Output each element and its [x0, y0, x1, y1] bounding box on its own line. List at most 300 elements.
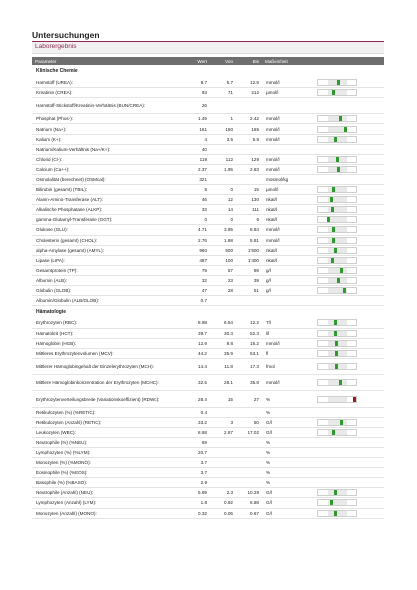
parameter-name: Mittleres Erythrozytenvolumen (MCV): — [32, 348, 170, 358]
value-marker — [332, 430, 335, 435]
value-marker — [337, 278, 340, 283]
parameter-name: Hämoglobin (HGB): — [32, 338, 170, 348]
result-value: 487 — [170, 255, 210, 265]
table-row — [32, 478, 384, 488]
range-from: 11.8 — [210, 359, 236, 375]
result-value: 39.7 — [170, 328, 210, 338]
reference-band — [328, 248, 347, 253]
range-to: 35.8 — [236, 375, 262, 391]
table-row — [32, 318, 384, 328]
range-gauge — [317, 136, 357, 143]
range-from — [210, 478, 236, 488]
gauge-cell — [312, 375, 384, 391]
table-header — [32, 57, 384, 65]
value-marker — [337, 167, 340, 172]
gauge-cell — [312, 328, 384, 338]
unit: nkat/l — [262, 255, 312, 265]
range-to — [236, 437, 262, 447]
range-to: 5.8 — [236, 134, 262, 144]
result-value: 2.76 — [170, 235, 210, 245]
value-marker — [334, 248, 337, 253]
section-header[interactable] — [32, 42, 384, 54]
result-value: 0.7 — [170, 296, 210, 306]
value-marker — [335, 341, 338, 346]
unit: nkat/l — [262, 195, 312, 205]
unit: % — [262, 391, 312, 407]
unit: G/l — [262, 498, 312, 508]
unit: mosmol/kg — [262, 174, 312, 184]
column-header-unit: Maßeinheit — [265, 58, 288, 64]
table-row — [32, 215, 384, 225]
range-to — [236, 458, 262, 468]
result-value: 0.4 — [170, 407, 210, 417]
range-from: 23 — [210, 275, 236, 285]
range-from — [210, 437, 236, 447]
group-header-row — [32, 65, 384, 78]
gauge-cell — [312, 88, 384, 98]
range-gauge — [317, 363, 357, 370]
lab-results-table — [32, 57, 384, 519]
parameter-name: Retikulozyten (%) (%RETIC): — [32, 407, 170, 417]
table-row — [32, 98, 384, 114]
table-row — [32, 508, 384, 518]
range-from: 9.8 — [210, 338, 236, 348]
table-row — [32, 245, 384, 255]
range-to: 53.1 — [236, 348, 262, 358]
range-from: 1 — [210, 114, 236, 124]
gauge-cell — [312, 437, 384, 447]
range-from: 14 — [210, 205, 236, 215]
result-value: 14.4 — [170, 359, 210, 375]
parameter-name: Leukozyten (WBC): — [32, 427, 170, 437]
value-marker — [337, 80, 340, 85]
unit — [262, 296, 312, 306]
section-title: Laborergebnis — [35, 43, 77, 50]
gauge-cell — [312, 225, 384, 235]
table-row — [32, 375, 384, 391]
gauge-cell — [312, 296, 384, 306]
reference-band — [328, 137, 347, 142]
parameter-name: Erythrozytenverteilungsbreite (Variationskoeffizient) (RDWc): — [32, 391, 170, 407]
range-from: 1.95 — [210, 164, 236, 174]
range-from: 15 — [210, 391, 236, 407]
table-row — [32, 134, 384, 144]
value-marker — [332, 187, 335, 192]
result-value: 33.2 — [170, 417, 210, 427]
table-row — [32, 114, 384, 124]
table-row — [32, 498, 384, 508]
parameter-name: Erythrozyten (RBC): — [32, 318, 170, 328]
value-marker — [327, 217, 330, 222]
range-gauge — [317, 257, 357, 264]
unit: fmol — [262, 359, 312, 375]
unit: mmol/l — [262, 375, 312, 391]
range-from: 0 — [210, 185, 236, 195]
range-gauge — [317, 89, 357, 96]
parameter-name: Monozyten (Anzahl) (MONO): — [32, 508, 170, 518]
table-row — [32, 205, 384, 215]
range-gauge — [317, 196, 357, 203]
parameter-name: Lymphozyten (Anzahl) (LYM): — [32, 498, 170, 508]
range-to: 39 — [236, 275, 262, 285]
result-value: 5 — [170, 185, 210, 195]
value-marker — [353, 397, 356, 402]
parameter-name: Chlorid (Cl-): — [32, 154, 170, 164]
range-to — [236, 407, 262, 417]
value-marker — [335, 364, 338, 369]
range-from: 35.9 — [210, 348, 236, 358]
range-to: 111 — [236, 205, 262, 215]
value-marker — [344, 127, 347, 132]
unit: l/l — [262, 328, 312, 338]
unit: G/l — [262, 417, 312, 427]
range-to: 17.02 — [236, 427, 262, 437]
parameter-name: Calcium (Ca++): — [32, 164, 170, 174]
parameter-name: gamma-Glutamyl-Transferase (GGT): — [32, 215, 170, 225]
range-to: 130 — [236, 195, 262, 205]
table-row — [32, 235, 384, 245]
range-from: 500 — [210, 245, 236, 255]
gauge-cell — [312, 478, 384, 488]
table-row — [32, 338, 384, 348]
unit: T/l — [262, 318, 312, 328]
range-gauge — [317, 510, 357, 517]
group-header-row — [32, 306, 384, 319]
range-from: 12 — [210, 195, 236, 205]
range-from: 2.87 — [210, 427, 236, 437]
result-value: 4.71 — [170, 225, 210, 235]
unit: % — [262, 478, 312, 488]
parameter-name: Phosphat (Phos-): — [32, 114, 170, 124]
unit: nkat/l — [262, 205, 312, 215]
parameter-name: Hämatokrit (HCT): — [32, 328, 170, 338]
result-value: 32 — [170, 275, 210, 285]
result-value: 12.9 — [170, 338, 210, 348]
group-title: Klinische Chemie — [36, 67, 78, 74]
range-to — [236, 468, 262, 478]
gauge-cell — [312, 164, 384, 174]
result-value: 33 — [170, 205, 210, 215]
range-from: 0.05 — [210, 508, 236, 518]
parameter-name: Neutrophile (%) (%NEU): — [32, 437, 170, 447]
range-gauge — [317, 350, 357, 357]
range-gauge — [317, 166, 357, 173]
range-from: 100 — [210, 255, 236, 265]
table-row — [32, 359, 384, 375]
range-to: 12.9 — [236, 78, 262, 88]
gauge-cell — [312, 235, 384, 245]
parameter-name: Natrium (Na+): — [32, 124, 170, 134]
parameter-name: Harnstoff (UREA): — [32, 78, 170, 88]
unit: mmol/l — [262, 225, 312, 235]
gauge-cell — [312, 391, 384, 407]
result-value: 5.99 — [170, 488, 210, 498]
unit: nkat/l — [262, 215, 312, 225]
result-value: 0 — [170, 215, 210, 225]
value-marker — [340, 268, 343, 273]
table-row — [32, 78, 384, 88]
table-row — [32, 88, 384, 98]
range-gauge — [317, 79, 357, 86]
reference-band — [328, 397, 347, 402]
parameter-name: Glukose (GLU): — [32, 225, 170, 235]
result-value: 161 — [170, 124, 210, 134]
reference-band — [328, 331, 347, 336]
range-to: 8.84 — [236, 225, 262, 235]
table-row — [32, 427, 384, 437]
result-value: 47 — [170, 285, 210, 295]
reference-band — [328, 116, 347, 121]
table-row — [32, 144, 384, 154]
range-to — [236, 144, 262, 154]
gauge-cell — [312, 134, 384, 144]
range-from: 28 — [210, 285, 236, 295]
range-to — [236, 447, 262, 457]
result-value: 0.32 — [170, 508, 210, 518]
range-gauge — [317, 206, 357, 213]
result-value: 79 — [170, 265, 210, 275]
result-value: 2.37 — [170, 164, 210, 174]
parameter-name: Monozyten (%) (%MONO): — [32, 458, 170, 468]
table-row — [32, 468, 384, 478]
range-to: 52.3 — [236, 328, 262, 338]
parameter-name: Mittlerer Hämoglobingehalt der Einzelerythrozyten (MCH): — [32, 359, 170, 375]
result-value: 28.4 — [170, 391, 210, 407]
column-header-to: Bis — [252, 58, 259, 64]
range-gauge — [317, 267, 357, 274]
range-from: 112 — [210, 154, 236, 164]
range-to: 1'500 — [236, 245, 262, 255]
result-value: 321 — [170, 174, 210, 184]
parameter-name: Alkalische Phosphatase (ALKP): — [32, 205, 170, 215]
unit: mmol/l — [262, 78, 312, 88]
range-to: 51 — [236, 285, 262, 295]
range-to — [236, 296, 262, 306]
gauge-cell — [312, 285, 384, 295]
range-gauge — [317, 396, 357, 403]
value-marker — [334, 137, 337, 142]
parameter-name: Cholesterin (gesamt) (CHOL): — [32, 235, 170, 245]
range-gauge — [317, 429, 357, 436]
result-value: 2.9 — [170, 478, 210, 488]
table-row — [32, 437, 384, 447]
result-value: 44.2 — [170, 348, 210, 358]
gauge-cell — [312, 338, 384, 348]
column-header-gauge — [312, 57, 384, 65]
parameter-name: Globulin (GLOB): — [32, 285, 170, 295]
column-header-from: Von — [225, 58, 233, 64]
range-from: 71 — [210, 88, 236, 98]
unit: G/l — [262, 508, 312, 518]
value-marker — [334, 320, 337, 325]
value-marker — [330, 197, 333, 202]
range-from: 150 — [210, 124, 236, 134]
result-value: 32.5 — [170, 375, 210, 391]
unit: µmol/l — [262, 185, 312, 195]
table-row — [32, 225, 384, 235]
unit: mmol/l — [262, 114, 312, 124]
reference-band — [328, 227, 347, 232]
result-value: 9.7 — [170, 78, 210, 88]
gauge-cell — [312, 468, 384, 478]
value-marker — [334, 511, 337, 516]
reference-band — [328, 420, 347, 425]
table-row — [32, 407, 384, 417]
range-gauge — [317, 216, 357, 223]
value-marker — [334, 331, 337, 336]
result-value: 46 — [170, 195, 210, 205]
parameter-name: Basophile (%) (%BASO): — [32, 478, 170, 488]
range-to: 129 — [236, 154, 262, 164]
range-gauge — [317, 186, 357, 193]
range-from — [210, 458, 236, 468]
reference-band — [328, 320, 347, 325]
gauge-cell — [312, 417, 384, 427]
table-row — [32, 488, 384, 498]
reference-band — [328, 90, 347, 95]
gauge-cell — [312, 407, 384, 417]
range-from: 0 — [210, 215, 236, 225]
gauge-cell — [312, 318, 384, 328]
value-marker — [336, 157, 339, 162]
range-gauge — [317, 277, 357, 284]
range-gauge — [317, 237, 357, 244]
range-to: 165 — [236, 124, 262, 134]
parameter-name: Natrium/Kalium-Verhältnis (Na+/K+): — [32, 144, 170, 154]
range-gauge — [317, 340, 357, 347]
gauge-cell — [312, 275, 384, 285]
parameter-name: Bilirubin (gesamt) (TBIL): — [32, 185, 170, 195]
reference-band — [328, 217, 347, 222]
unit: mmol/l — [262, 124, 312, 134]
gauge-cell — [312, 114, 384, 124]
range-from: 57 — [210, 265, 236, 275]
gauge-cell — [312, 458, 384, 468]
parameter-name: Osmolalität (berechnet) (OSMcal): — [32, 174, 170, 184]
gauge-cell — [312, 255, 384, 265]
value-marker — [332, 90, 335, 95]
range-to: 17.3 — [236, 359, 262, 375]
parameter-name: Albumin (ALB): — [32, 275, 170, 285]
range-from: 3.95 — [210, 225, 236, 235]
range-to: 1'400 — [236, 255, 262, 265]
gauge-cell — [312, 488, 384, 498]
table-row — [32, 458, 384, 468]
range-to — [236, 98, 262, 114]
parameter-name: alpha-Amylase (gesamt) (AMYL): — [32, 245, 170, 255]
range-from — [210, 407, 236, 417]
range-to: 5.81 — [236, 235, 262, 245]
gauge-cell — [312, 124, 384, 134]
unit: g/l — [262, 275, 312, 285]
range-gauge — [317, 156, 357, 163]
result-value: 1.49 — [170, 114, 210, 124]
range-gauge — [317, 330, 357, 337]
unit — [262, 144, 312, 154]
unit: mmol/l — [262, 338, 312, 348]
table-row — [32, 265, 384, 275]
gauge-cell — [312, 215, 384, 225]
table-row — [32, 296, 384, 306]
result-value: 3.7 — [170, 468, 210, 478]
column-header-value: Wert — [197, 58, 207, 64]
result-value: 8.68 — [170, 427, 210, 437]
unit: µmol/l — [262, 88, 312, 98]
range-to: 2.42 — [236, 114, 262, 124]
gauge-cell — [312, 348, 384, 358]
range-gauge — [317, 499, 357, 506]
unit: mmol/l — [262, 235, 312, 245]
table-body — [32, 65, 384, 518]
range-to: 6.88 — [236, 498, 262, 508]
result-value: 3.7 — [170, 458, 210, 468]
range-from — [210, 144, 236, 154]
value-marker — [334, 490, 337, 495]
range-to: 2.83 — [236, 164, 262, 174]
result-value: 960 — [170, 245, 210, 255]
range-gauge — [317, 247, 357, 254]
value-marker — [330, 500, 333, 505]
value-marker — [332, 227, 335, 232]
range-from: 3 — [210, 417, 236, 427]
unit: mmol/l — [262, 164, 312, 174]
value-marker — [335, 351, 338, 356]
gauge-cell — [312, 174, 384, 184]
reference-band — [328, 511, 347, 516]
range-gauge — [317, 379, 357, 386]
result-value: 119 — [170, 154, 210, 164]
range-to: 50 — [236, 417, 262, 427]
result-value: 93 — [170, 88, 210, 98]
parameter-name: Mittlere Hämoglobinkonzentration der Erythrozyten (MCHC): — [32, 375, 170, 391]
range-to: 15 — [236, 185, 262, 195]
gauge-cell — [312, 185, 384, 195]
range-from — [210, 98, 236, 114]
value-marker — [331, 258, 334, 263]
parameter-name: Retikulozyten (Anzahl) (RETIC): — [32, 417, 170, 427]
gauge-cell — [312, 205, 384, 215]
range-to: 0.67 — [236, 508, 262, 518]
parameter-name: Gesamtprotein (TP): — [32, 265, 170, 275]
unit: mmol/l — [262, 154, 312, 164]
parameter-name: Lipase (LIPA): — [32, 255, 170, 265]
table-row — [32, 285, 384, 295]
range-from — [210, 447, 236, 457]
unit: nkat/l — [262, 245, 312, 255]
gauge-cell — [312, 508, 384, 518]
gauge-cell — [312, 447, 384, 457]
range-to: 16.2 — [236, 338, 262, 348]
range-from: 2.3 — [210, 488, 236, 498]
result-value: 40 — [170, 144, 210, 154]
reference-band — [328, 490, 347, 495]
table-row — [32, 195, 384, 205]
range-gauge — [317, 419, 357, 426]
range-from: 1.68 — [210, 235, 236, 245]
parameter-name: Lymphozyten (%) (%LYM): — [32, 447, 170, 457]
result-value: 4 — [170, 134, 210, 144]
unit: G/l — [262, 427, 312, 437]
table-row — [32, 164, 384, 174]
range-from — [210, 468, 236, 478]
reference-band — [328, 268, 347, 273]
value-marker — [339, 380, 342, 385]
value-marker — [332, 238, 335, 243]
unit: % — [262, 468, 312, 478]
table-row — [32, 154, 384, 164]
range-from: 5.7 — [210, 78, 236, 88]
range-from: 3.5 — [210, 134, 236, 144]
